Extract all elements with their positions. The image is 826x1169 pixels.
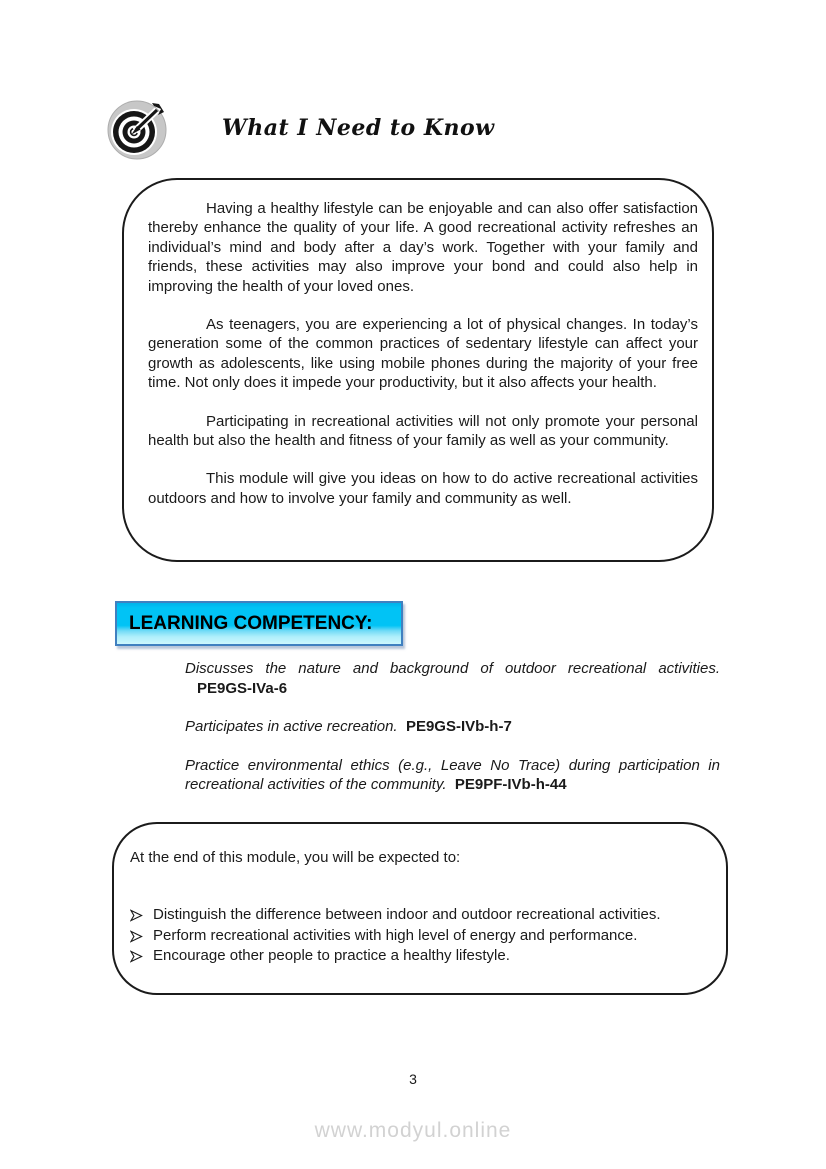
objective-text: Distinguish the difference between indoor and outdoor recreational activities.: [153, 906, 661, 923]
objectives-intro: At the end of this module, you will be expected to:: [130, 849, 461, 866]
objective-text: Perform recreational activities with high level of energy and performance.: [153, 926, 638, 944]
objective-text: Encourage other people to practice a healthy lifestyle.: [153, 947, 510, 964]
competency-text: Discusses the nature and background of outdoor recreational activities.: [185, 660, 720, 677]
competency-item: [185, 659, 720, 698]
competency-code: PE9GS-IVb-h-7: [405, 718, 512, 735]
intro-box: [122, 178, 714, 562]
objectives-list: [130, 905, 710, 967]
page-title: What I Need to Know: [222, 115, 495, 141]
page-number: 3: [409, 1071, 417, 1087]
learning-competency-banner: [115, 601, 403, 646]
objectives-box: [112, 822, 728, 995]
watermark: www.modyul.online: [314, 1119, 512, 1142]
competency-list: [185, 659, 720, 814]
objective-item: [130, 946, 710, 967]
learning-competency-heading: LEARNING COMPETENCY:: [129, 612, 373, 634]
arrowhead-bullet-icon: [130, 930, 143, 943]
competency-text: Practice environmental ethics (e.g., Leave No Trace) during participation in recreational activities of the community.: [185, 756, 720, 793]
objective-item: [130, 926, 710, 947]
competency-item: [185, 756, 720, 795]
competency-item: [185, 717, 720, 737]
competency-text: Participates in active recreation.: [185, 718, 398, 735]
arrowhead-bullet-icon: [130, 950, 143, 963]
target-icon: [104, 99, 170, 163]
intro-paragraph: As teenagers, you are experiencing a lot of physical changes. In today’s generation some of the common practices of sedentary lifestyle can affect your growth as adolescents, like using mobile phones during the majority of your free time. Not only does it impede your productivity, but it also affects your health.: [148, 316, 698, 392]
intro-paragraph: This module will give you ideas on how to do active recreational activities outdoors and how to involve your family and community as well.: [148, 470, 698, 507]
arrowhead-bullet-icon: [130, 909, 143, 922]
competency-code: PE9GS-IVa-6: [197, 679, 288, 697]
intro-paragraph: Participating in recreational activities will not only promote your personal health but also the health and fitness of your family as well as your community.: [148, 412, 698, 450]
objective-item: [130, 905, 710, 926]
competency-code: PE9PF-IVb-h-44: [454, 776, 567, 793]
intro-paragraph: Having a healthy lifestyle can be enjoyable and can also offer satisfaction thereby enhance the quality of your life. A good recreational activity refreshes an individual’s mind and body after a day’s work. Together with your family and friends, these activities may also improve your bond and could also help in improving the health of your loved ones.: [148, 200, 698, 295]
